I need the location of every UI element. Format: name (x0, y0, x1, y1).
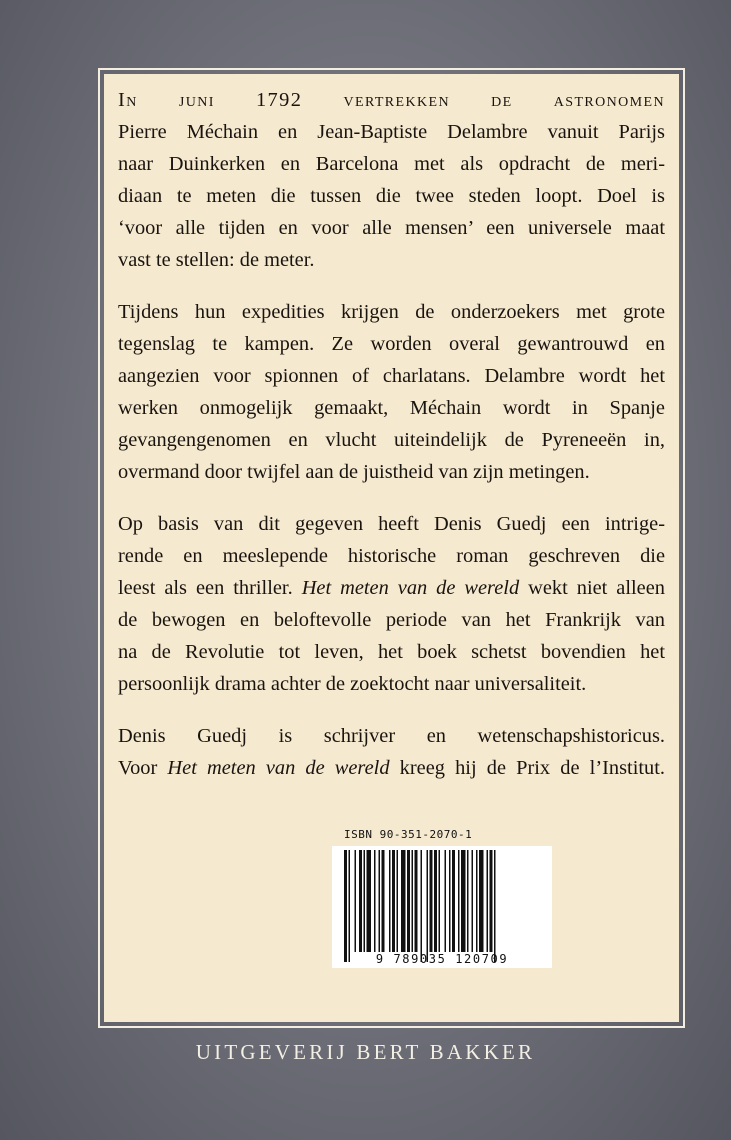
paragraph-2-line: overmand door twijfel aan de juistheid van zijn metingen. (118, 461, 590, 483)
text-fragment: Voor (118, 757, 158, 779)
barcode-bar (412, 850, 414, 952)
isbn-barcode-area (332, 828, 552, 978)
paragraph-2-line: Tijdens hun expedities krijgen de onderzoekers met grote (118, 301, 665, 323)
barcode-bar (374, 850, 376, 952)
barcode-bar (367, 850, 372, 952)
barcode-bar (467, 850, 469, 952)
barcode-bar (452, 850, 455, 952)
barcode-bar (389, 850, 391, 952)
barcode-bar (430, 850, 433, 952)
barcode-bar (472, 850, 474, 952)
blurb-panel (104, 74, 679, 1022)
ean-number: 9 789035 120709 (375, 952, 509, 966)
barcode-bar (427, 850, 429, 962)
paragraph-1-line: naar Duinkerken en Barcelona met als opdracht de meri- (118, 153, 665, 175)
blurb-text (118, 84, 665, 804)
barcode-bar (382, 850, 385, 952)
barcode-bar (379, 850, 381, 952)
barcode-bar (461, 850, 466, 952)
barcode-bar (415, 850, 418, 952)
barcode-bar (458, 850, 460, 952)
paragraph-2-line: werken onmogelijk gemaakt, Méchain wordt in Spanje (118, 397, 665, 419)
barcode-bar (434, 850, 437, 952)
barcode-bar (392, 850, 395, 952)
paragraph-3-line: Op basis van dit gegeven heeft Denis Guedj een intrige- (118, 513, 665, 535)
paragraph-1-line: ‘voor alle tijden en voor alle mensen’ een universele maat (118, 217, 665, 239)
barcode-bar (494, 850, 496, 962)
barcode-bar (344, 850, 347, 962)
text-fragment: kreeg hij de Prix de l’Institut. (399, 757, 665, 779)
barcode-bar (349, 850, 351, 962)
barcode-bar (359, 850, 362, 952)
paragraph-3-line: na de Revolutie tot leven, het boek schetst bovendien het (118, 641, 665, 663)
barcode (332, 846, 552, 968)
book-title: Het meten van de wereld (167, 757, 390, 779)
barcode-bar (476, 850, 478, 952)
book-title: Het meten van de wereld (301, 577, 520, 599)
paragraph-1-line: vast te stellen: de meter. (118, 249, 315, 271)
paragraph-3-line: rende en meeslepende historische roman geschreven die (118, 545, 665, 567)
paragraph-2 (118, 296, 665, 488)
paragraph-1-line: Pierre Méchain en Jean-Baptiste Delambre vanuit Parijs (118, 121, 665, 143)
barcode-bar (449, 850, 451, 952)
paragraph-2-line: tegenslag te kampen. Ze worden overal gewantrouwd en (118, 333, 665, 355)
barcode-bar (355, 850, 357, 952)
paragraph-2-line: gevangengenomen en vlucht uiteindelijk de Pyreneeën in, (118, 429, 665, 451)
barcode-bar (479, 850, 484, 952)
barcode-bar (439, 850, 441, 952)
author-bio (118, 720, 665, 784)
paragraph-1 (118, 84, 665, 276)
barcode-bar (407, 850, 410, 952)
barcode-bar (401, 850, 406, 952)
lead-line: In juni 1792 vertrekken de astronomen (118, 89, 665, 111)
bio-line (118, 752, 665, 784)
barcode-bar (487, 850, 489, 952)
text-fragment: wekt niet alleen (528, 577, 665, 599)
paragraph-2-line: aangezien voor spionnen of charlatans. Delambre wordt het (118, 365, 665, 387)
barcode-bar (490, 850, 493, 952)
paragraph-3 (118, 508, 665, 700)
paragraph-3-line (118, 572, 665, 604)
publisher-name: UITGEVERIJ BERT BAKKER (195, 1040, 536, 1064)
barcode-bars (344, 850, 540, 962)
barcode-bar (397, 850, 399, 952)
paragraph-3-line: persoonlijk drama achter de zoektocht naar universaliteit. (118, 673, 587, 695)
paragraph-3-line: de bewogen en beloftevolle periode van het Frankrijk van (118, 609, 665, 631)
paragraph-1-line: diaan te meten die tussen die twee steden loopt. Doel is (118, 185, 665, 207)
isbn-label: ISBN 90-351-2070-1 (344, 828, 473, 841)
barcode-bar (364, 850, 366, 952)
text-fragment: leest als een thriller. (118, 577, 293, 599)
barcode-bar (445, 850, 447, 952)
bio-line: Denis Guedj is schrijver en wetenschapshistoricus. (118, 725, 665, 747)
barcode-bar (421, 850, 423, 962)
